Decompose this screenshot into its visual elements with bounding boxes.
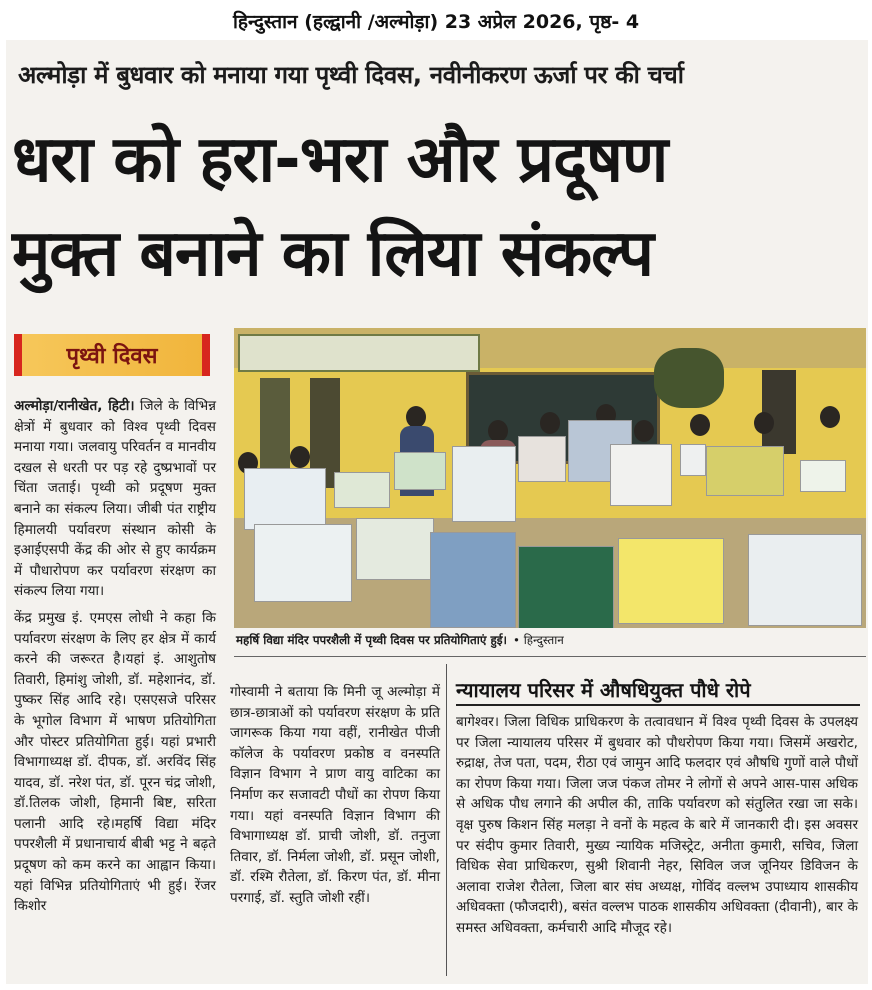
left-para-1-text: जिले के विभिन्न क्षेत्रों में बुधवार को विश्व पृथ्वी दिवस मनाया गया। जलवायु परिवर्तन व मानवीय दखल से धरती पर पड़ रहे दुष्प्रभावों पर चिंता जताई। पृथ्वी को प्रदूषण मुक्त बनाने का संकल्प लिया। जीबी पंत राष्ट्रीय हिमालयी पर्यावरण संस्थान कोसी के इआईएसपी केंद्र की ओर से हुए कार्यक्रम में पौधारोपण कर पर्यावरण संरक्षण का संकल्प लिया गया।	[14, 398, 216, 600]
left-para-1	[14, 396, 216, 602]
photo-caption-text: महर्षि विद्या मंदिर पपरशैली में पृथ्वी दिवस पर प्रतियोगिताएं हुई।	[236, 633, 507, 647]
main-headline-line-1: धरा को हरा-भरा और प्रदूषण	[12, 123, 668, 197]
photo-poster	[800, 460, 846, 492]
photo-poster	[334, 472, 390, 508]
photo-poster	[748, 534, 862, 626]
sub-story-headline: न्यायालय परिसर में औषधियुक्त पौधे रोपे	[456, 678, 751, 702]
photo-caption	[236, 632, 866, 654]
photo-poster	[618, 538, 724, 624]
sub-story-body: बागेश्वर। जिला विधिक प्राधिकरण के तत्वावधान में विश्व पृथ्वी दिवस के उपलक्ष्य पर जिला न्यायालय परिसर में बुधवार को पौधरोपण किया गया। जिसमें अखरोट, रुद्राक्ष, तेज पता, पदम, रीठा एवं जामुन आदि फलदार एवं औषधि गुणों वाले पौधों का रोपण किया गया। जिला जज पंकज तोमर ने लोगों से अपने आस-पास अधिक से अधिक पौध लगाने की अपील की, ताकि पर्यावरण को संतुलित रखा जा सके। वृक्ष पुरुष किशन सिंह मलड़ा ने वनों के महत्व के बारे में जानकारी दी। इस अवसर पर संदीप कुमार तिवारी, मुख्य न्यायिक मजिस्ट्रेट, अनीता कुमारी, सचिव, जिला विधिक सेवा प्राधिकरण, सुश्री शिवानी नेहर, सिविल जज जूनियर डिविजन के अलावा राजेश रौतेला, जिला बार संघ अध्यक्ष, गोविंद वल्लभ उपाध्याय शासकीय अधिवक्ता (फौजदारी), बसंत वल्लभ पाठक शासकीय अधिवक्ता (दीवानी), बार के समस्त अधिवक्ता, कर्मचारी आदि मौजूद रहे।	[456, 714, 858, 936]
divider	[456, 704, 860, 706]
kicker-headline: अल्मोड़ा में बुधवार को मनाया गया पृथ्वी दिवस, नवीनीकरण ऊर्जा पर की चर्चा	[18, 61, 684, 89]
photo-student	[406, 406, 426, 428]
photo-poster	[430, 532, 516, 628]
photo-banner	[238, 334, 480, 372]
photo-poster	[610, 444, 672, 506]
photo-poster	[518, 546, 614, 628]
photo-poster	[244, 468, 326, 530]
photo-tree	[654, 348, 724, 408]
photo-student	[488, 420, 508, 442]
photo-student	[290, 446, 310, 468]
photo-poster	[356, 518, 434, 580]
page-dateline: हिन्दुस्तान (हल्द्वानी /अल्मोड़ा) 23 अप्रेल 2026, पृष्ठ- 4	[232, 11, 640, 33]
photo-poster	[394, 452, 446, 490]
middle-column-article: गोस्वामी ने बताया कि मिनी जू अल्मोड़ा में छात्र-छात्राओं को पर्यावरण संरक्षण के प्रति जागरूक किया गया वहीं, रानीखेत पीजी कॉलेज के पर्यावरण प्रकोष्ठ व वनस्पति विज्ञान विभाग ने प्राण वायु वाटिका का निर्माण कर सजावटी पौधों का रोपण किया गया। यहां वनस्पति विज्ञान विभाग की विभागाध्यक्ष डॉ. प्राची जोशी, डॉ. तनुजा तिवार, डॉ. निर्मला जोशी, डॉ. प्रसून जोशी, डॉ. रश्मि रौतेला, डॉ. किरण पंत, डॉ. मीना परगाई, डॉ. स्तुति जोशी रहीं।	[230, 684, 440, 906]
photo-poster	[518, 436, 566, 482]
photo-student	[540, 412, 560, 434]
photo-poster	[680, 444, 706, 476]
photo-student	[690, 414, 710, 436]
photo-student	[634, 420, 654, 442]
divider	[234, 656, 866, 657]
photo-poster	[706, 446, 784, 496]
left-para-2: केंद्र प्रमुख इं. एमएस लोधी ने कहा कि पर्यावरण संरक्षण के लिए हर क्षेत्र में कार्य करने की जरूरत है।यहां इं. आशुतोष तिवारी, हिमांशु जोशी, डॉ. महेशानंद, डॉ. पुष्कर सिंह आदि रहे। एसएसजे परिसर के भूगोल विभाग में भाषण प्रतियोगिता और पोस्टर प्रतियोगिता हुई। यहां प्रभारी विभागाध्यक्ष डॉ. दीपक, डॉ. अरविंद सिंह यादव, डॉ. नरेश पंत, डॉ. पूरन चंद्र जोशी, डॉ.तिलक जोशी, हिमानी बिष्ट, सरिता पलानी आदि रहे।महर्षि विद्या मंदिर पपरशैली में प्रधानाचार्य बीबी भट्ट ने बढ़ते प्रदूषण को कम करने का आह्वान किया।यहां विभिन्न प्रतियोगिताएं भी हुई। रेंजर किशोर	[14, 609, 216, 915]
article-dateline: अल्मोड़ा/रानीखेत, हिटी।	[14, 398, 135, 414]
photo-student	[754, 412, 774, 434]
event-photo	[234, 328, 866, 628]
section-tag: पृथ्वी दिवस	[14, 334, 210, 376]
photo-poster	[254, 524, 352, 602]
photo-poster	[452, 446, 516, 522]
photo-credit: • हिन्दुस्तान	[512, 633, 564, 647]
photo-student	[820, 406, 840, 428]
column-divider	[446, 664, 447, 976]
left-column-article	[14, 396, 216, 917]
main-headline-line-2: मुक्त बनाने का लिया संकल्प	[12, 217, 653, 291]
